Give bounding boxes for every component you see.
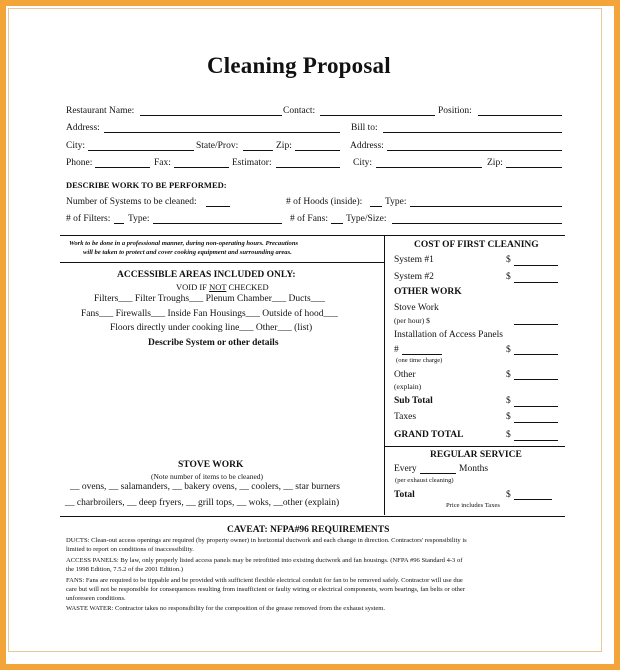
system-1-amount[interactable] <box>514 265 558 266</box>
grand-total-label: GRAND TOTAL <box>394 430 464 440</box>
system-1-label: System #1 <box>394 255 434 265</box>
total-label: Total <box>394 490 415 500</box>
bill-to-field[interactable] <box>383 132 562 133</box>
zip-label: Zip: <box>276 141 292 151</box>
areas-row-2[interactable]: Fans___ Firewalls___ Inside Fan Housings___ Outside of hood___ <box>81 309 338 319</box>
other-currency: $ <box>506 370 511 380</box>
address-label: Address: <box>66 123 100 133</box>
estimator-label: Estimator: <box>232 158 272 168</box>
left-note-divider <box>60 262 384 263</box>
bill-to-label: Bill to: <box>351 123 378 133</box>
caveat-heading: CAVEAT: NFPA#96 REQUIREMENTS <box>227 525 390 535</box>
panel-count-field[interactable] <box>402 354 442 355</box>
fan-type-size-label: Type/Size: <box>346 214 387 224</box>
total-amount[interactable] <box>514 499 552 500</box>
regular-service-heading: REGULAR SERVICE <box>430 450 522 460</box>
contact-label: Contact: <box>283 106 316 116</box>
other-amount[interactable] <box>514 379 558 380</box>
taxes-amount[interactable] <box>514 422 558 423</box>
ducts-line-1: DUCTS: Clean-out access openings are required (by property owner) in horizontal ductwork and each change in direction. Contractors' responsibility is <box>66 537 467 544</box>
state-prov-label: State/Prov: <box>196 141 239 151</box>
bill-address-field[interactable] <box>387 150 562 151</box>
taxes-label: Taxes <box>394 412 417 422</box>
bill-zip-field[interactable] <box>506 167 562 168</box>
bill-city-field[interactable] <box>376 167 482 168</box>
taxes-currency: $ <box>506 412 511 422</box>
filter-type-field[interactable] <box>153 223 282 224</box>
system-2-amount[interactable] <box>514 282 558 283</box>
restaurant-name-field[interactable] <box>140 115 282 116</box>
fans-line-3: unforeseen conditions. <box>66 595 126 602</box>
stove-row-2[interactable]: __ charbroilers, __ deep fryers, __ grill tops, __ woks, __other (explain) <box>65 498 340 508</box>
hood-type-field[interactable] <box>410 206 562 207</box>
every-label: Every <box>394 464 417 474</box>
months-label: Months <box>459 464 489 474</box>
work-note-line-2: will be taken to protect and cover cooking equipment and surrounding areas. <box>83 249 292 256</box>
one-time-charge-label: (one time charge) <box>396 357 443 364</box>
describe-work-heading: DESCRIBE WORK TO BE PERFORMED: <box>66 180 227 190</box>
system-2-currency: $ <box>506 272 511 282</box>
every-months-field[interactable] <box>420 473 456 474</box>
contact-field[interactable] <box>320 115 435 116</box>
bill-zip-label: Zip: <box>487 158 503 168</box>
num-filters-label: # of Filters: <box>66 214 111 224</box>
num-hoods-field[interactable] <box>370 206 382 207</box>
panels-amount[interactable] <box>514 354 558 355</box>
explain-label: (explain) <box>394 382 422 391</box>
ducts-line-2: limited to report on conditions of inaccessibility. <box>66 546 194 553</box>
num-filters-field[interactable] <box>114 223 124 224</box>
system-2-label: System #2 <box>394 272 434 282</box>
column-divider <box>384 235 385 515</box>
num-fans-field[interactable] <box>331 223 343 224</box>
system-1-currency: $ <box>506 255 511 265</box>
restaurant-name-label: Restaurant Name: <box>66 106 135 116</box>
stove-work-label: Stove Work <box>394 303 439 313</box>
cost-first-cleaning-heading: COST OF FIRST CLEANING <box>414 240 539 250</box>
fax-field[interactable] <box>174 167 229 168</box>
work-note-line-1: Work to be done in a professional manner, during non-operating hours. Precautions <box>69 240 299 247</box>
panels-currency: $ <box>506 345 511 355</box>
per-hour-label: (per hour) $ <box>394 316 430 325</box>
address-field[interactable] <box>104 132 340 133</box>
sub-total-currency: $ <box>506 396 511 406</box>
stove-work-heading: STOVE WORK <box>178 460 244 470</box>
city-field[interactable] <box>88 150 194 151</box>
fans-line-1: FANS: Fans are required to be tippable and be provided with sufficient flexible electrical conduit for fan to be removed safely. Contractor will use due <box>66 577 463 584</box>
zip-field[interactable] <box>295 150 340 151</box>
section-divider-top <box>60 235 565 236</box>
filter-type-label: Type: <box>128 214 150 224</box>
estimator-field[interactable] <box>276 167 340 168</box>
grand-total-amount[interactable] <box>514 440 558 441</box>
num-systems-field[interactable] <box>206 206 230 207</box>
void-notice: VOID IF NOT CHECKED <box>176 282 269 292</box>
city-label: City: <box>66 141 86 151</box>
areas-row-3[interactable]: Floors directly under cooking line___ Other___ (list) <box>110 323 313 333</box>
bill-city-label: City: <box>353 158 373 168</box>
waste-water-line: WASTE WATER: Contractor takes no responsibility for the composition of the grease removed from the exhaust system. <box>66 605 386 612</box>
install-panels-label: Installation of Access Panels <box>394 330 503 340</box>
panels-line-1: ACCESS PANELS: By law, only properly listed access panels may be retrofitted into existing ductwork and fan housings. (NFPA #96 Standard 4-3 of <box>66 557 463 564</box>
section-divider-bottom <box>60 516 565 517</box>
other-work-heading: OTHER WORK <box>394 287 462 297</box>
stove-work-note: (Note number of items to be cleaned) <box>151 472 264 481</box>
page-title: Cleaning Proposal <box>207 53 391 78</box>
phone-label: Phone: <box>66 158 93 168</box>
fax-label: Fax: <box>154 158 171 168</box>
bill-address-label: Address: <box>350 141 384 151</box>
stove-work-amount[interactable] <box>514 324 558 325</box>
num-fans-label: # of Fans: <box>290 214 328 224</box>
regular-service-divider <box>384 446 565 447</box>
sub-total-amount[interactable] <box>514 406 558 407</box>
total-currency: $ <box>506 490 511 500</box>
fans-line-2: care but will not be responsible for consequences resulting from insufficient or faulty wiring or electrical components, worn bearings, fan belts or other <box>66 586 466 593</box>
accessible-areas-heading: ACCESSIBLE AREAS INCLUDED ONLY: <box>117 270 296 280</box>
panel-count-hash: # <box>394 345 399 355</box>
per-exhaust-label: (per exhaust cleaning) <box>395 477 454 484</box>
fan-type-size-field[interactable] <box>392 223 562 224</box>
state-prov-field[interactable] <box>243 150 273 151</box>
describe-system-label: Describe System or other details <box>148 338 279 348</box>
hood-type-label: Type: <box>385 197 407 207</box>
position-label: Position: <box>438 106 472 116</box>
position-field[interactable] <box>478 115 562 116</box>
panels-line-2: the 1998 Edition, 7.5.2 of the 2001 Edition.) <box>66 566 184 573</box>
sub-total-label: Sub Total <box>394 396 433 406</box>
other-label: Other <box>394 370 416 380</box>
price-includes-taxes: Price includes Taxes <box>446 502 500 509</box>
num-systems-label: Number of Systems to be cleaned: <box>66 197 197 207</box>
areas-row-1[interactable]: Filters___ Filter Troughs___ Plenum Chamber___ Ducts___ <box>94 294 325 304</box>
grand-total-currency: $ <box>506 430 511 440</box>
num-hoods-label: # of Hoods (inside): <box>286 197 363 207</box>
stove-row-1[interactable]: __ ovens, __ salamanders, __ bakery ovens, __ coolers, __ star burners <box>70 482 340 492</box>
phone-field[interactable] <box>95 167 150 168</box>
